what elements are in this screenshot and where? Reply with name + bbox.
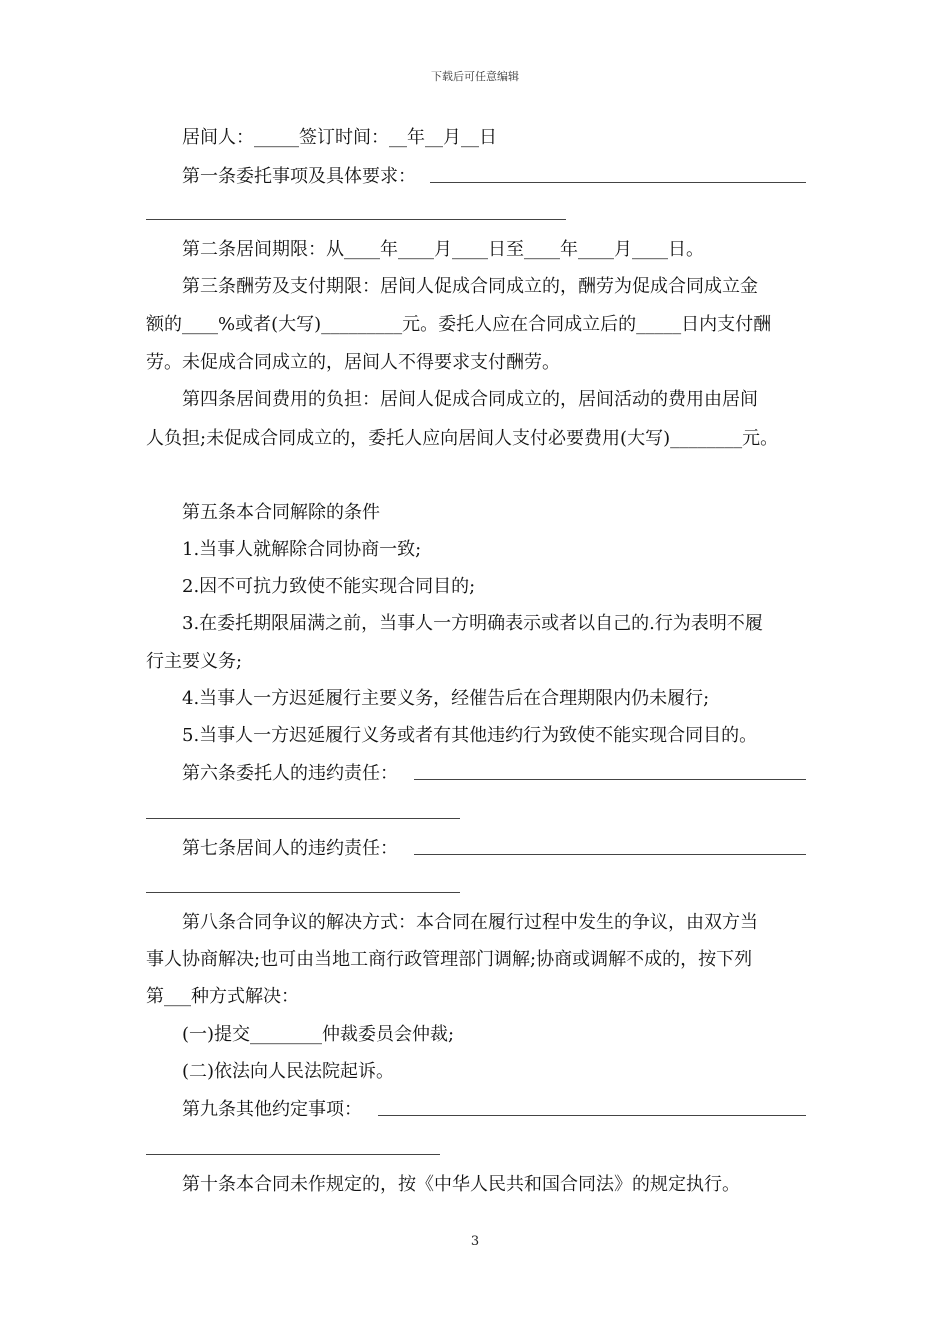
article-3-line-2: 额的____%或者(大写)_________元。委托人应在合同成立后的_____日内支付酬 xyxy=(146,314,772,335)
article-5-item-3-line-2: 行主要义务; xyxy=(146,651,243,672)
blank-line xyxy=(378,1115,806,1116)
article-8-line-1: 第八条合同争议的解决方式：本合同在履行过程中发生的争议，由双方当 xyxy=(182,912,758,933)
blank-line xyxy=(146,818,460,819)
blank-line xyxy=(146,1154,440,1155)
article-1: 第一条委托事项及具体要求： xyxy=(182,166,416,187)
article-8-line-3: 第___种方式解决： xyxy=(146,986,299,1007)
article-9: 第九条其他约定事项： xyxy=(182,1099,362,1120)
article-3-line-1: 第三条酬劳及支付期限：居间人促成合同成立的，酬劳为促成合同成立金 xyxy=(182,276,758,297)
blank-line xyxy=(146,219,566,220)
article-8-option-1: (一)提交________仲裁委员会仲裁; xyxy=(182,1024,455,1045)
article-6: 第六条委托人的违约责任： xyxy=(182,763,398,784)
article-5: 第五条本合同解除的条件 xyxy=(182,502,380,523)
article-5-item-4: 4.当事人一方迟延履行主要义务，经催告后在合理期限内仍未履行; xyxy=(182,688,710,709)
article-4-line-1: 第四条居间费用的负担：居间人促成合同成立的，居间活动的费用由居间 xyxy=(182,389,758,410)
blank-line xyxy=(430,182,806,183)
article-7: 第七条居间人的违约责任： xyxy=(182,838,398,859)
article-5-item-1: 1.当事人就解除合同协商一致; xyxy=(182,539,422,560)
page-header: 下载后可任意编辑 xyxy=(431,70,519,83)
article-10: 第十条本合同未作规定的，按《中华人民共和国合同法》的规定执行。 xyxy=(182,1174,740,1195)
blank-line xyxy=(414,779,806,780)
article-3-line-3: 劳。未促成合同成立的，居间人不得要求支付酬劳。 xyxy=(146,352,560,373)
page-number: 3 xyxy=(470,1234,480,1249)
blank-line xyxy=(146,892,460,893)
article-2: 第二条居间期限：从____年____月____日至____年____月____日。 xyxy=(182,239,704,260)
blank-line xyxy=(414,854,806,855)
line-1: 居间人：_____签订时间：__年__月__日 xyxy=(182,127,497,148)
article-5-item-3-line-1: 3.在委托期限届满之前，当事人一方明确表示或者以自己的.行为表明不履 xyxy=(182,613,763,634)
article-8-option-2: (二)依法向人民法院起诉。 xyxy=(182,1061,395,1082)
article-5-item-5: 5.当事人一方迟延履行义务或者有其他违约行为致使不能实现合同目的。 xyxy=(182,725,758,746)
article-8-line-2: 事人协商解决;也可由当地工商行政管理部门调解;协商或调解不成的，按下列 xyxy=(146,949,753,970)
article-5-item-2: 2.因不可抗力致使不能实现合同目的; xyxy=(182,576,476,597)
article-4-line-2: 人负担;未促成合同成立的，委托人应向居间人支付必要费用(大写)________元。 xyxy=(146,428,779,449)
